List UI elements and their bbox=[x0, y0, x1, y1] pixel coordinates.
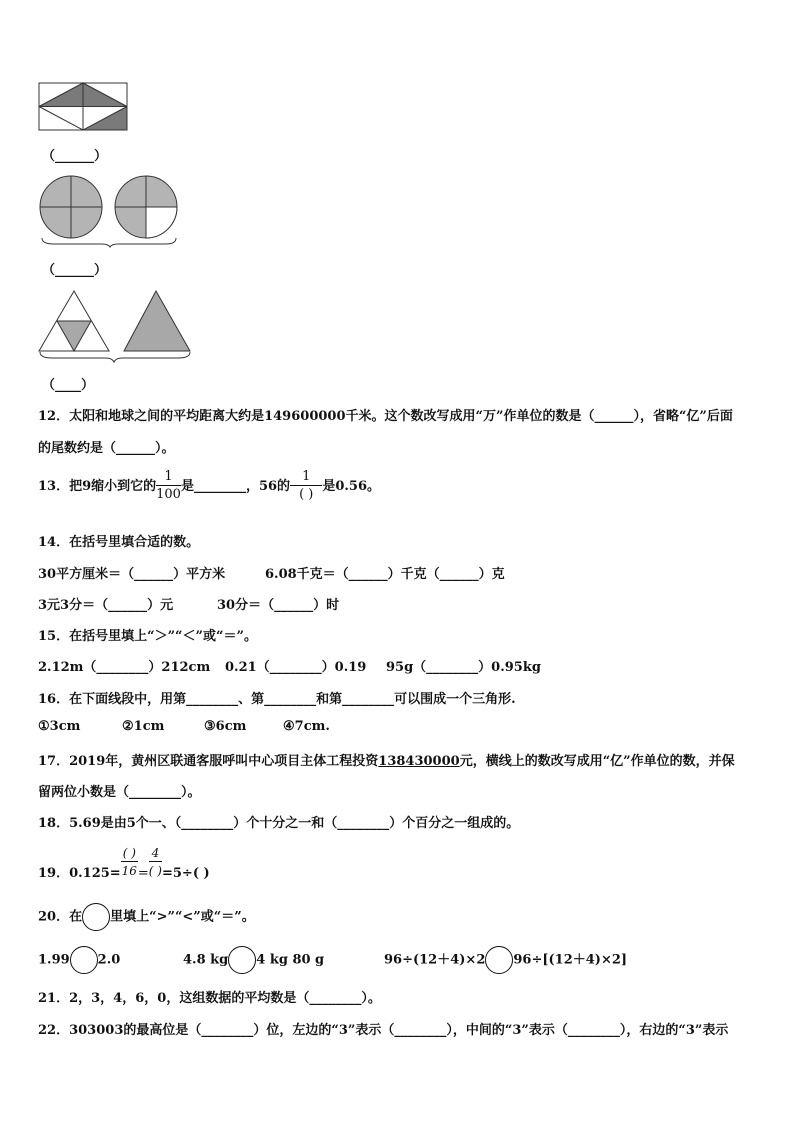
q13-fraction-1 bbox=[156, 469, 181, 504]
q20-item3a: 96÷(12＋4)×2 bbox=[384, 952, 486, 968]
figure2-answer[interactable]: （______） bbox=[42, 263, 108, 278]
q19-prefix: 19．0.125= bbox=[38, 866, 121, 881]
q13-frac1-num: 1 bbox=[156, 469, 181, 486]
q19-frac2-num: 4 bbox=[149, 845, 162, 862]
q20-item2 bbox=[183, 946, 324, 975]
q20-title-pre: 20．在 bbox=[38, 909, 83, 925]
q12-line1: 12．太阳和地球之间的平均距离大约是149600000千米。这个数改写成用“万”作单位的数是（______），省略“亿”后面 bbox=[38, 409, 733, 424]
figure-triangles bbox=[36, 288, 196, 366]
q13-frac1-den: 100 bbox=[156, 487, 181, 502]
q18: 18．5.69是由5个一、（________）个十分之一和（________）个百分之一组成的。 bbox=[38, 816, 520, 831]
figure-two-circles bbox=[36, 174, 184, 248]
circle-three-quarters-shaded bbox=[115, 176, 177, 238]
q19-frac1-num[interactable]: ( ) bbox=[122, 846, 136, 860]
q13-prefix: 13．把9缩小到它的 bbox=[38, 479, 157, 494]
q19-frac1-den: 16 bbox=[121, 864, 137, 878]
q13-fraction-2 bbox=[290, 469, 322, 504]
q17-number: 138430000 bbox=[378, 754, 460, 769]
q19-fraction-1 bbox=[121, 845, 138, 880]
figure1-answer[interactable]: （______） bbox=[42, 149, 108, 164]
q16-title: 16．在下面线段中，用第________、第________和第________可以围成一个三角形. bbox=[38, 692, 516, 707]
q19 bbox=[38, 845, 210, 895]
q17-line2: 留两位小数是（________）。 bbox=[38, 785, 201, 800]
q17-line1 bbox=[38, 750, 735, 769]
figure3-answer[interactable]: （____） bbox=[42, 378, 95, 393]
q13-suffix: 是0.56。 bbox=[322, 479, 381, 494]
q20-answer-circle-2[interactable] bbox=[228, 946, 256, 974]
q19-eq: = bbox=[137, 866, 149, 881]
compare-circle-icon bbox=[82, 903, 110, 931]
q12-line2: 的尾数约是（______）。 bbox=[38, 441, 175, 456]
q17-prefix: 17．2019年，黄州区联通客服呼叫中心项目主体工程投资 bbox=[38, 754, 379, 769]
q15-item1: 2.12m（________）212cm bbox=[38, 660, 211, 675]
q20-item3b: 96÷[(12＋4)×2] bbox=[513, 952, 628, 968]
q17-suffix: 元，横线上的数改写成用“亿”作单位的数，并保 bbox=[459, 754, 735, 769]
q20-answer-circle-3[interactable] bbox=[485, 946, 513, 974]
q16-opt2: ②1cm bbox=[122, 719, 165, 734]
q15-title: 15．在括号里填上“＞”“＜”或“＝”。 bbox=[38, 629, 257, 644]
figure-rectangle-triangles bbox=[38, 82, 130, 132]
triangle-full-shaded bbox=[124, 291, 190, 351]
q13-frac2-den[interactable]: ( ) bbox=[299, 487, 314, 502]
q20-item2a: 4.8 kg bbox=[183, 952, 229, 968]
q19-suffix: =5÷( ) bbox=[161, 866, 210, 881]
q15-item3: 95g（________）0.95kg bbox=[386, 660, 541, 675]
q14-line1b: 6.08千克＝（______）千克（______）克 bbox=[265, 567, 505, 582]
q20-item1b: 2.0 bbox=[97, 952, 121, 968]
q20-title bbox=[38, 903, 255, 932]
q20-title-post: 里填上“>”“<”或“＝”。 bbox=[110, 909, 255, 925]
q15-item2: 0.21（________）0.19 bbox=[225, 660, 367, 675]
q14-line1a: 30平方厘米＝（______）平方米 bbox=[38, 567, 226, 582]
q16-opt3: ③6cm bbox=[204, 719, 247, 734]
q20-item3 bbox=[384, 946, 627, 975]
q21: 21．2，3，4，6，0，这组数据的平均数是（________）。 bbox=[38, 991, 381, 1006]
q19-frac2-den[interactable]: ( ) bbox=[148, 864, 162, 878]
q13-mid: 是________，56的 bbox=[180, 479, 291, 494]
q16-opt4: ④7cm. bbox=[283, 719, 330, 734]
q20-item1a: 1.99 bbox=[38, 952, 70, 968]
q20-item1 bbox=[38, 946, 120, 975]
q20-answer-circle-1[interactable] bbox=[70, 946, 98, 974]
q16-opt1: ①3cm bbox=[38, 719, 81, 734]
q19-fraction-2 bbox=[149, 845, 162, 880]
q14-line2a: 3元3分＝（______）元 bbox=[38, 598, 174, 613]
q13-frac2-num: 1 bbox=[290, 469, 322, 486]
q22: 22．303003的最高位是（________）位，左边的“3”表示（________），中间的“3”表示（________），右边的“3”表示 bbox=[38, 1023, 729, 1038]
q13 bbox=[38, 468, 380, 506]
q14-line2b: 30分＝（______）时 bbox=[217, 598, 340, 613]
q20-item2b: 4 kg 80 g bbox=[256, 952, 325, 968]
q14-title: 14．在括号里填合适的数。 bbox=[38, 535, 200, 550]
triangle-subdivided bbox=[39, 291, 109, 351]
circle-full-shaded bbox=[40, 176, 102, 238]
